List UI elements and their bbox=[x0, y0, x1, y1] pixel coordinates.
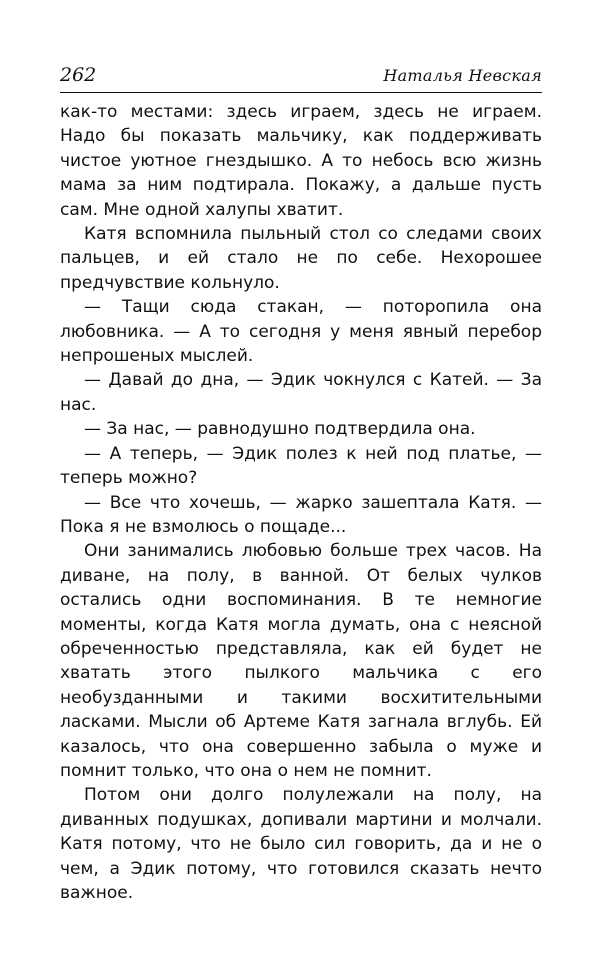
paragraph: Они занимались любовью больше трех часов. На диване, на полу, в ванной. От белых чулков остались одни воспоминания. В те немногие моменты, когда Катя могла думать, она с неясной обреченностью представляла, как ей будет не хватать этого пылкого мальчика с его необузданными и такими восхитительными ласками. Мысли об Артеме Катя загнала вглубь. Ей казалось, что она совершенно забыла о муже и помнит только, что она о нем не помнит. bbox=[60, 541, 542, 781]
dialogue-line: — За нас, — равнодушно подтвердила она. bbox=[84, 419, 476, 440]
dialogue-line: — Давай до дна, — Эдик чокнулся с Катей. — За нас. bbox=[60, 370, 542, 415]
running-title: Наталья Невская bbox=[383, 66, 542, 85]
dialogue-line: — А теперь, — Эдик полез к ней под платье, — теперь можно? bbox=[60, 443, 542, 489]
page-body bbox=[60, 100, 542, 905]
page-number: 262 bbox=[60, 64, 97, 86]
dialogue-line: — Тащи сюда стакан, — поторопила она любовника. — А то сегодня у меня явный перебор непрошеных мыслей. bbox=[60, 297, 542, 367]
paragraph: Потом они долго полулежали на полу, на диванных подушках, допивали мартини и молчали. Катя потому, что не было сил говорить, да и не о чем, а Эдик потому, что готовился сказать нечто важное. bbox=[60, 785, 542, 903]
paragraph: Катя вспомнила пыльный стол со следами своих пальцев, и ей стало не по себе. Нехорошее предчувствие кольнуло. bbox=[60, 224, 542, 293]
paragraph: как-то местами: здесь играем, здесь не играем. Надо бы показать мальчику, как поддерживать чистое уютное гнездышко. А то небось всю жизнь мама за ним подтирала. Покажу, а дальше пусть сам. Мне одной халупы хватит. bbox=[60, 102, 542, 220]
dialogue-line: — Все что хочешь, — жарко зашептала Катя. — Пока я не взмолюсь о пощаде... bbox=[60, 492, 542, 537]
page-header bbox=[60, 62, 542, 93]
